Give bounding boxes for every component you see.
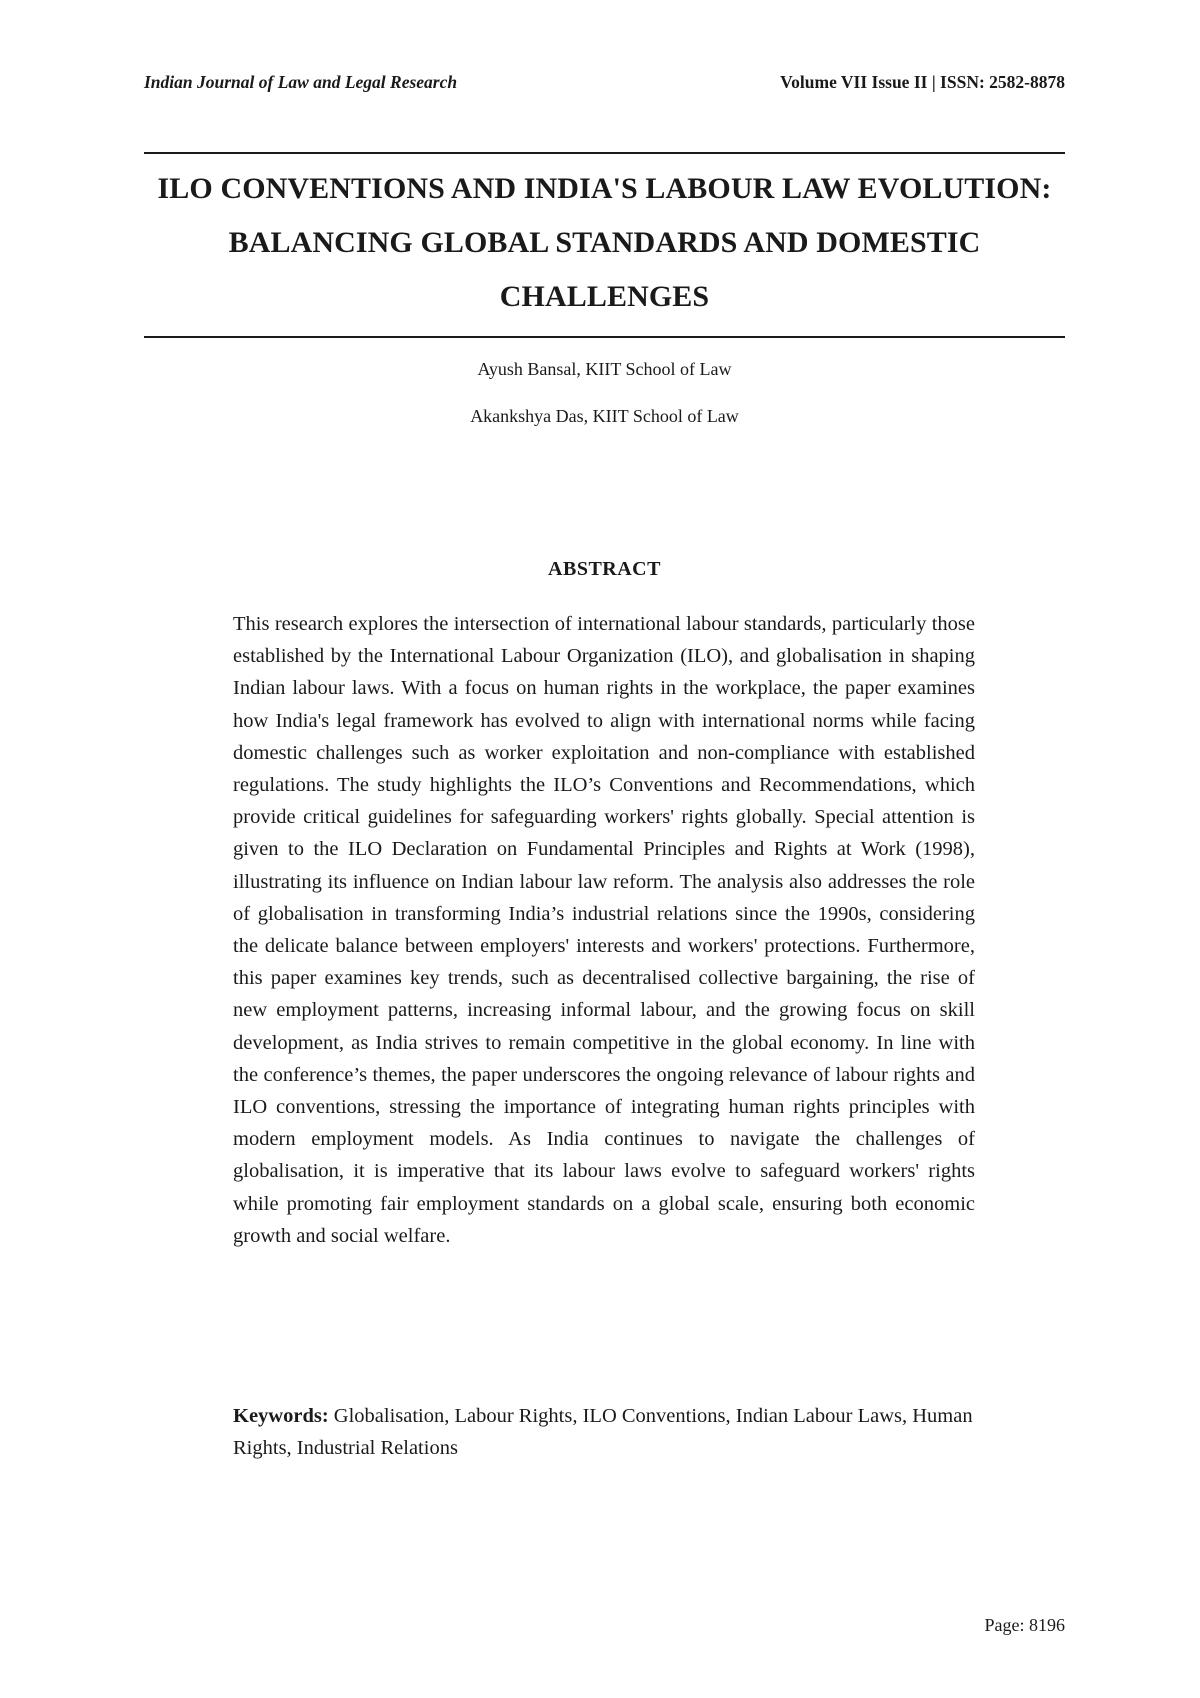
author-line: Akankshya Das, KIIT School of Law bbox=[470, 406, 739, 426]
volume-issn: Volume VII Issue II | ISSN: 2582-8878 bbox=[780, 72, 1065, 92]
page-number: Page: 8196 bbox=[984, 1615, 1065, 1635]
author-list bbox=[144, 356, 1065, 450]
author-line: Ayush Bansal, KIIT School of Law bbox=[477, 359, 732, 379]
title-bottom-rule bbox=[144, 336, 1065, 338]
keywords-label: Keywords: bbox=[233, 1405, 329, 1427]
abstract-heading: ABSTRACT bbox=[548, 558, 661, 580]
journal-name: Indian Journal of Law and Legal Research bbox=[144, 72, 458, 92]
running-header bbox=[144, 72, 1065, 98]
title-top-rule bbox=[144, 152, 1065, 154]
keywords-paragraph bbox=[233, 1400, 975, 1464]
abstract-body: This research explores the intersection of international labour standards, particularly those established by the International Labour Organization (ILO), and globalisation in shaping Indian labour laws. With a focus on human rights in the workplace, the paper examines how India's legal framework has evolved to align with international norms while facing domestic challenges such as worker exploitation and non-compliance with established regulations. The study highlights the ILO’s Conventions and Recommendations, which provide critical guidelines for safeguarding workers' rights globally. Special attention is given to the ILO Declaration on Fundamental Principles and Rights at Work (1998), illustrating its influence on Indian labour law reform. The analysis also addresses the role of globalisation in transforming India’s industrial relations since the 1990s, considering the delicate balance between employers' interests and workers' protections. Furthermore, this paper examines key trends, such as decentralised collective bargaining, the rise of new employment patterns, increasing informal labour, and the growing focus on skill development, as India strives to remain competitive in the global economy. In line with the conference’s themes, the paper underscores the ongoing relevance of labour rights and ILO conventions, stressing the importance of integrating human rights principles with modern employment models. As India continues to navigate the challenges of globalisation, it is imperative that its labour laws evolve to safeguard workers' rights while promoting fair employment standards on a global scale, ensuring both economic growth and social welfare. bbox=[233, 613, 975, 1247]
keywords-text: Globalisation, Labour Rights, ILO Conventions, Indian Labour Laws, Human Rights, Industrial Relations bbox=[233, 1405, 973, 1460]
paper-title: ILO CONVENTIONS AND INDIA'S LABOUR LAW EVOLUTION: BALANCING GLOBAL STANDARDS AND DOMESTIC CHALLENGES bbox=[157, 172, 1052, 313]
